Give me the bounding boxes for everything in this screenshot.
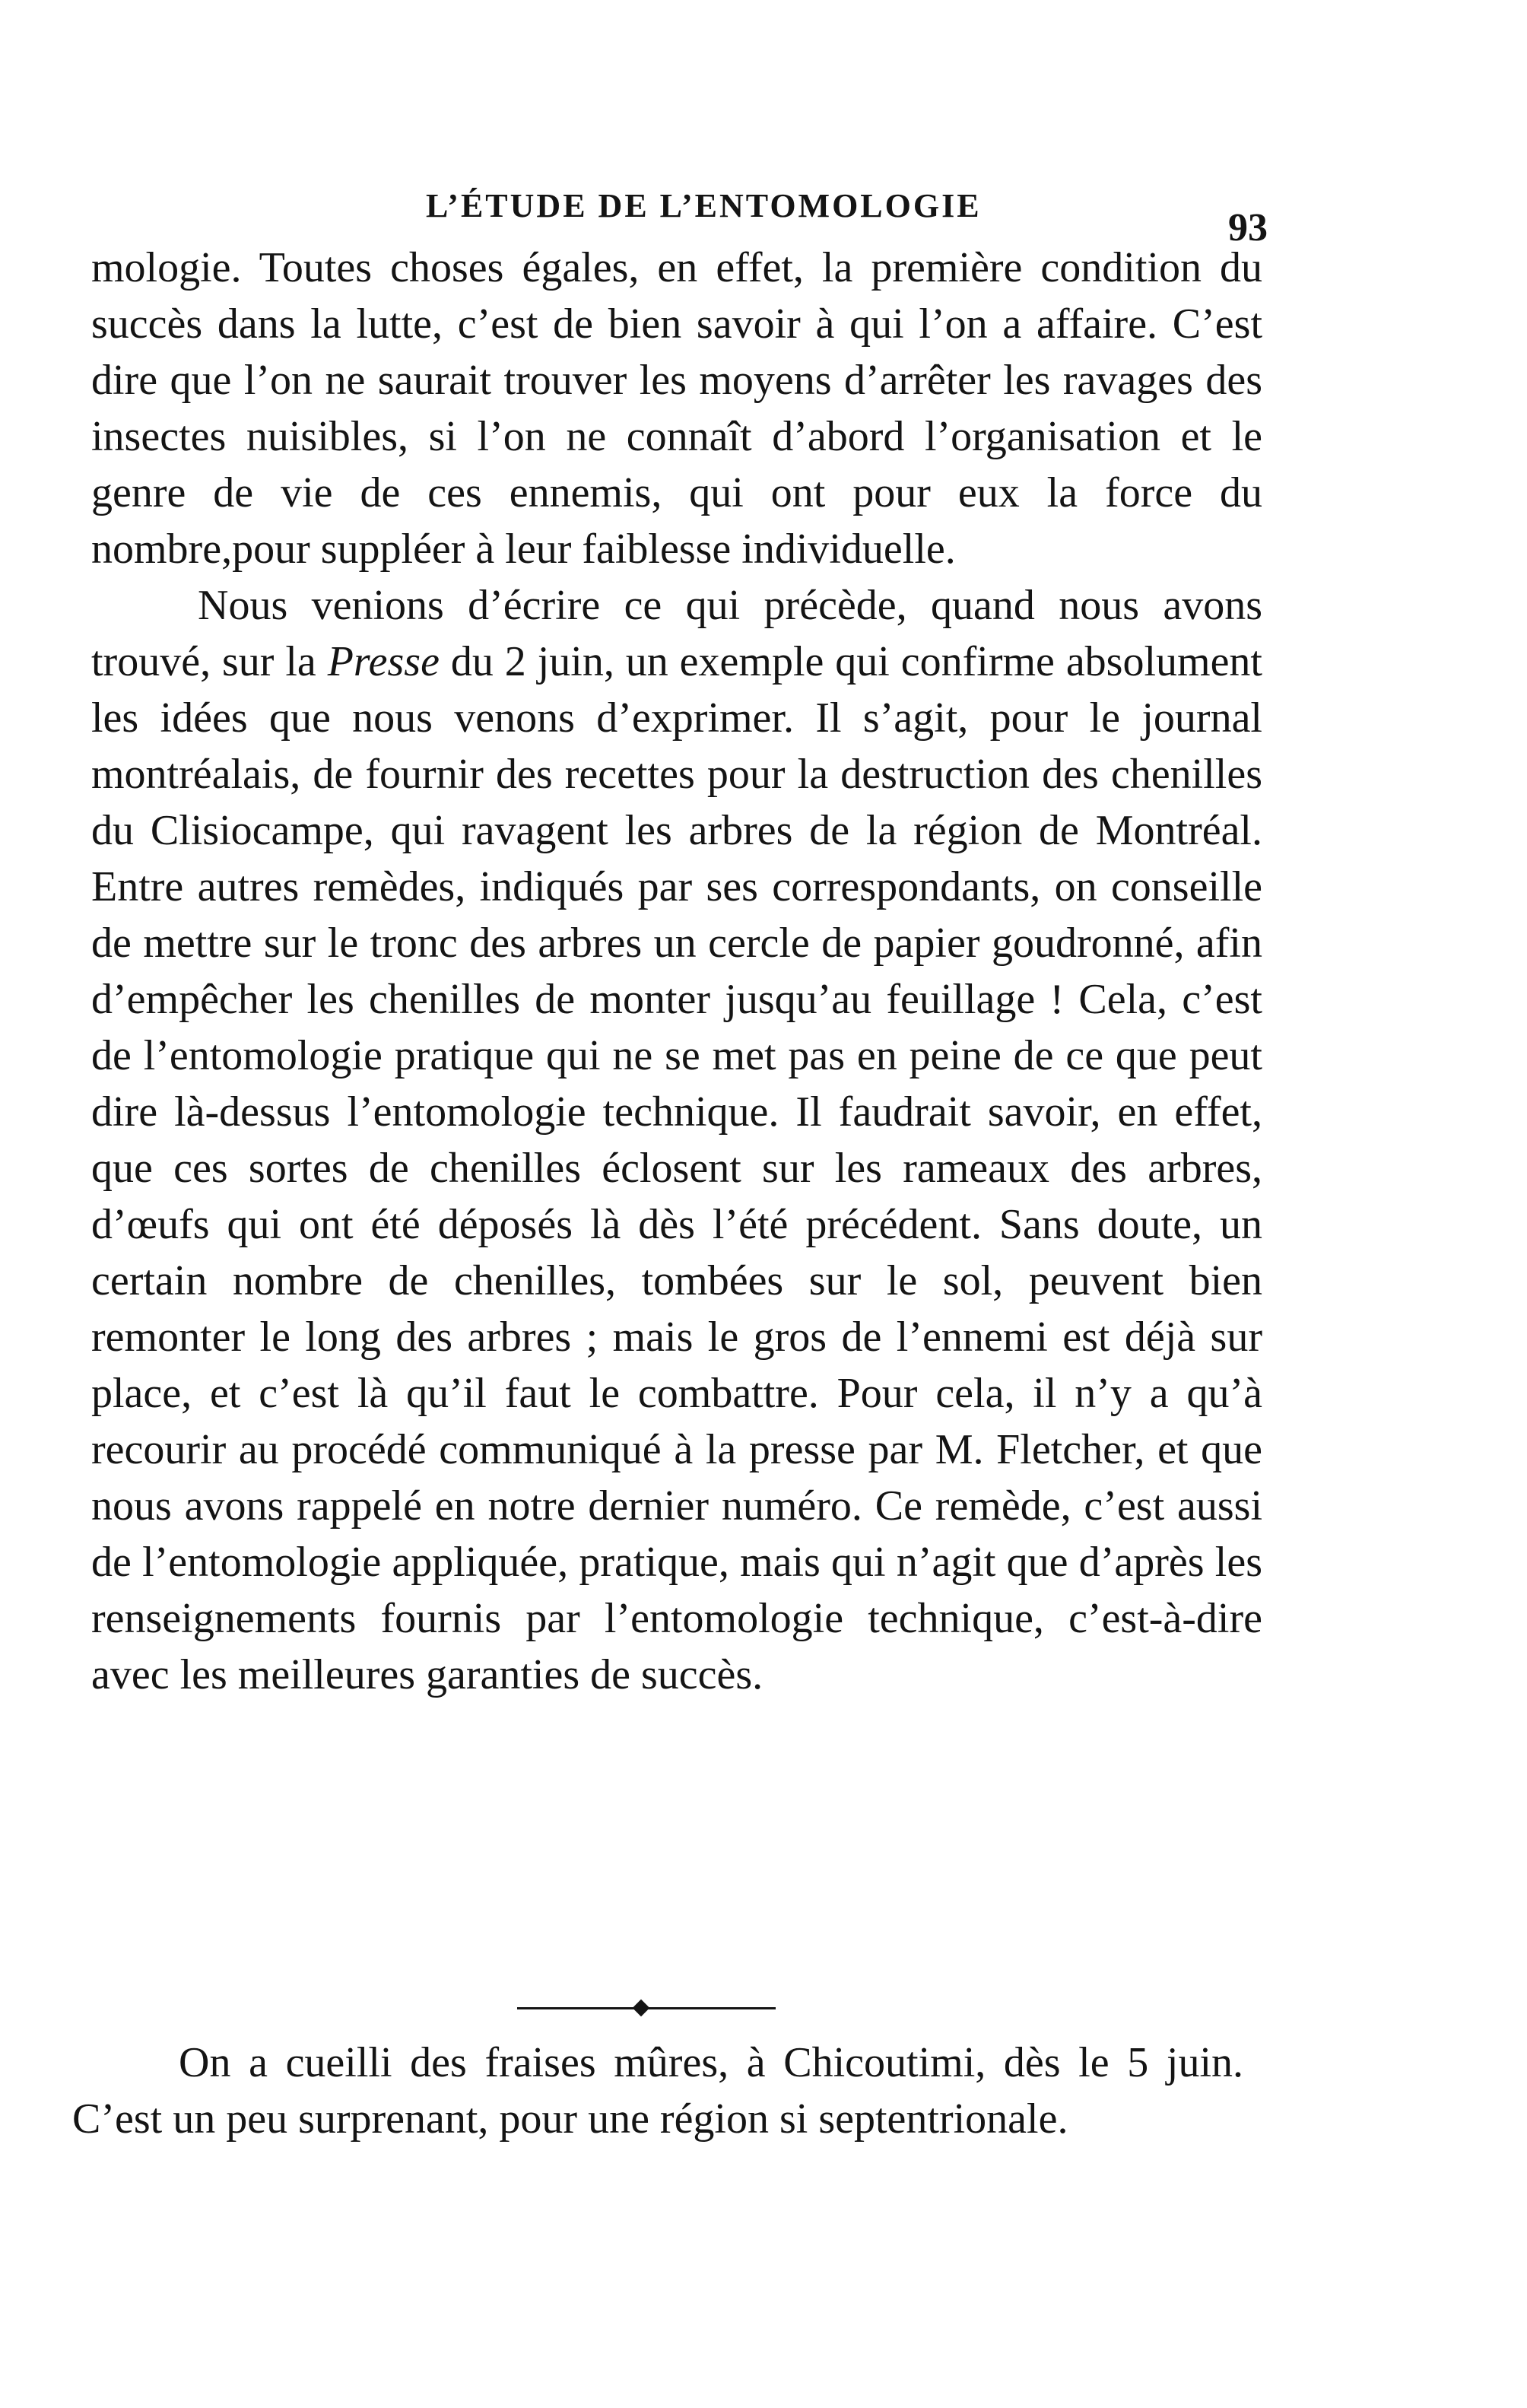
strawberry-note: On a cueilli des fraises mûres, à Chicoutimi, dès le 5 juin. C’est un peu surprenant, pour une région si septentrionale. [72,2039,1243,2143]
paragraph-continued: mologie. Toutes choses égales, en effet, la première condition du succès dans la lutte, c’est de bien savoir à qui l’on a affaire. C’est dire que l’on ne saurait trouver les moyens d’arrêter les ravages des insectes nuisibles, si l’on ne connaît d’abord l’organisation et le genre de vie de ces ennemis, qui ont pour eux la force du nombre,pour suppléer à leur faiblesse individuelle. [91,244,1262,573]
paragraph-presse [91,577,1262,1703]
running-head: L’ÉTUDE DE L’ENTOMOLOGIE [426,187,982,224]
paragraph-presse-start: Nous venions d’écrire ce qui précède, quand nous avons trouvé, sur la [91,582,1262,685]
newspaper-title: Presse [327,638,440,685]
divider-diamond-ornament [633,2000,650,2017]
section-divider [517,2000,776,2016]
page-number: 93 [1228,206,1268,249]
news-note [72,2035,1243,2147]
paragraph-presse-rest: du 2 juin, un exemple qui confirme absolument les idées que nous venons d’exprimer. Il s’agit, pour le journal montréalais, de fournir des recettes pour la destruction des chenilles du Clisiocampe, qui ravagent les arbres de la région de Montréal. Entre autres remèdes, indiqués par ses correspondants, on conseille de mettre sur le tronc des arbres un cercle de papier goudronné, afin d’empêcher les chenilles de monter jusqu’au feuillage ! Cela, c’est de l’entomologie pratique qui ne se met pas en peine de ce que peut dire là-dessus l’entomologie technique. Il faudrait savoir, en effet, que ces sortes de chenilles éclosent sur les rameaux des arbres, d’œufs qui ont été déposés là dès l’été précédent. Sans doute, un certain nombre de chenilles, tombées sur le sol, peuvent bien remonter le long des arbres ; mais le gros de l’ennemi est déjà sur place, et c’est là qu’il faut le combattre. Pour cela, il n’y a qu’à recourir au procédé communiqué à la presse par M. Fletcher, et que nous avons rappelé en notre dernier numéro. Ce remède, c’est aussi de l’entomologie appliquée, pratique, mais qui n’agit que d’après les renseignements fournis par l’entomologie technique, c’est-à-dire avec les meilleures garanties de succès. [91,638,1262,1698]
main-text [91,240,1262,1703]
